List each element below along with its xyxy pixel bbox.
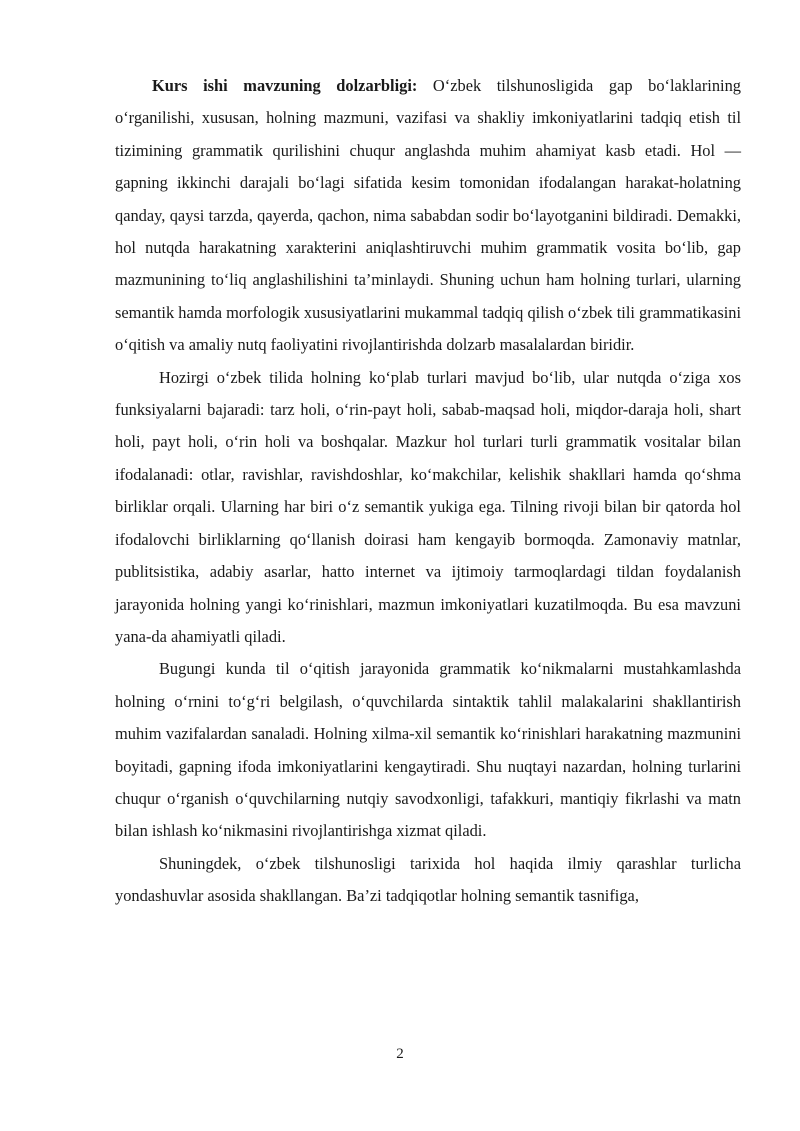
paragraph-types: Hozirgi o‘zbek tilida holning ko‘plab turlari mavjud bo‘lib, ular nutqda o‘ziga xos funksiyalarni bajaradi: tarz holi, o‘rin-payt holi, sabab-maqsad holi, miqdor-daraja holi, shart holi, payt holi, o‘rin holi va boshqalar. Mazkur hol turlari turli grammatik vositalar bilan ifodalanadi: otlar, ravishlar, ravishdoshlar, ko‘makchilar, kelishik shakllari hamda qo‘shma birliklar orqali. Ularning har biri o‘z semantik yukiga ega. Tilning rivoji bilan bir qatorda hol ifodalovchi birliklarning qo‘llanish doirasi ham kengayib bormoqda. Zamonaviy matnlar, publitsistika, adabiy asarlar, hatto internet va ijtimoiy tarmoqlardagi tildan foydalanish jarayonida holning yangi ko‘rinishlari, mazmun imkoniyatlari kuzatilmoqda. Bu esa mavzuni yana-da ahamiyatli qiladi.	[115, 367, 741, 646]
paragraph-teaching: Bugungi kunda til o‘qitish jarayonida grammatik ko‘nikmalarni mustahkamlashda holning o‘rnini to‘g‘ri belgilash, o‘quvchilarda sintaktik tahlil malakalarini shakllantirish muhim vazifalardan sanaladi. Holning xilma-xil semantik ko‘rinishlari harakatning mazmunini boyitadi, gapning ifoda imkoniyatlarini kengaytiradi. Shu nuqtayi nazardan, holning turlarini chuqur o‘rganish o‘quvchilarning nutqiy savodxonligi, tafakkuri, mantiqiy fikrlashi va matn bilan ishlash ko‘nikmasini rivojlantirishga xizmat qiladi.	[115, 659, 741, 841]
paragraph-relevance	[115, 70, 741, 362]
relevance-text: O‘zbek tilshunosligida gap bo‘laklarining o‘rganilishi, xususan, holning mazmuni, vazifasi va shakliy imkoniyatlarini tadqiq etish til tizimining grammatik qurilishini chuqur anglashda muhim ahamiyat kasb etadi. Hol — gapning ikkinchi darajali bo‘lagi sifatida kesim tomonidan ifodalangan harakat-holatning qanday, qaysi tarzda, qayerda, qachon, nima sababdan sodir bo‘layotganini bildiradi. Demakki, hol nutqda harakatning xarakterini aniqlashtiruvchi muhim grammatik vosita bo‘lib, gap mazmunining to‘liq anglashilishini ta’minlaydi. Shuning uchun ham holning turlari, ularning semantik hamda morfologik xususiyatlarini mukammal tadqiq qilish o‘zbek tili grammatikasini o‘qitish va amaliy nutq faoliyatini rivojlantirishda dolzarb masalalardan biridir.	[115, 76, 741, 355]
page-number: 2	[396, 1046, 404, 1062]
body-text	[115, 70, 741, 913]
paragraph-history: Shuningdek, o‘zbek tilshunosligi tarixida hol haqida ilmiy qarashlar turlicha yondashuvlar asosida shakllangan. Ba’zi tadqiqotlar holning semantik tasnifiga,	[115, 853, 741, 906]
relevance-heading: Kurs ishi mavzuning dolzarbligi:	[152, 76, 418, 95]
